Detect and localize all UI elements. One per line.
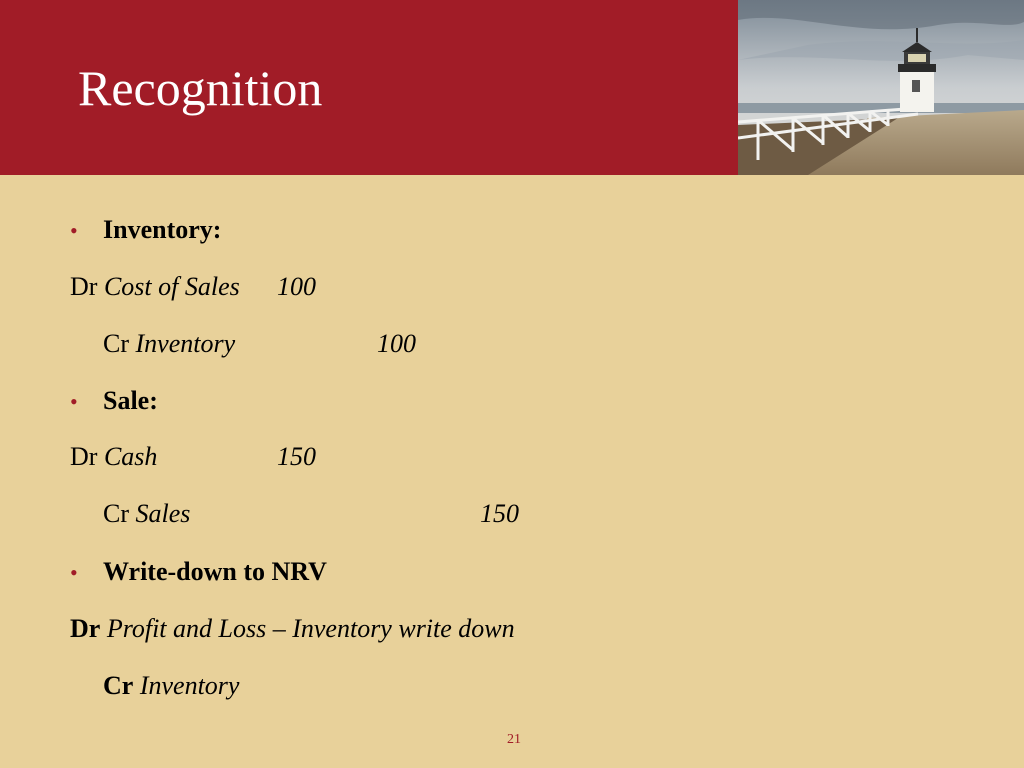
- dr-profit-loss-row: [70, 614, 515, 644]
- cr-sales-amount: 150: [480, 499, 519, 528]
- dr-label: Dr: [70, 442, 98, 471]
- cash-account: Cash: [103, 442, 158, 471]
- writedown-heading: Write-down to NRV: [103, 557, 327, 586]
- bullet-icon: •: [70, 218, 78, 243]
- cr-inventory-writedown-row: [103, 671, 239, 701]
- page-number: 21: [507, 732, 521, 747]
- slide-title: Recognition: [78, 60, 323, 116]
- cost-of-sales-account: Cost of Sales: [103, 272, 240, 301]
- cr-label: Cr: [103, 671, 134, 700]
- bullet-icon: •: [70, 560, 78, 585]
- sales-account: Sales: [135, 499, 191, 528]
- bullet-icon: •: [70, 389, 78, 414]
- sale-heading: Sale:: [103, 386, 158, 415]
- dr-cash-amount: 150: [277, 442, 316, 471]
- inventory-heading: Inventory:: [103, 215, 222, 244]
- dr-cash-row: [70, 442, 157, 472]
- cr-label: Cr: [103, 329, 129, 358]
- dr-cost-of-sales-row: [70, 272, 240, 302]
- cr-sales-row: [103, 499, 190, 529]
- dr-cost-of-sales-amount: 100: [277, 272, 316, 301]
- dr-label: Dr: [70, 272, 98, 301]
- dr-label: Dr: [70, 614, 101, 643]
- inventory-account: Inventory: [135, 329, 236, 358]
- inventory-account: Inventory: [139, 671, 240, 700]
- cr-inventory-row: [103, 329, 235, 359]
- cr-label: Cr: [103, 499, 129, 528]
- profit-loss-account: Profit and Loss – Inventory write down: [106, 614, 515, 643]
- cr-inventory-amount: 100: [377, 329, 416, 358]
